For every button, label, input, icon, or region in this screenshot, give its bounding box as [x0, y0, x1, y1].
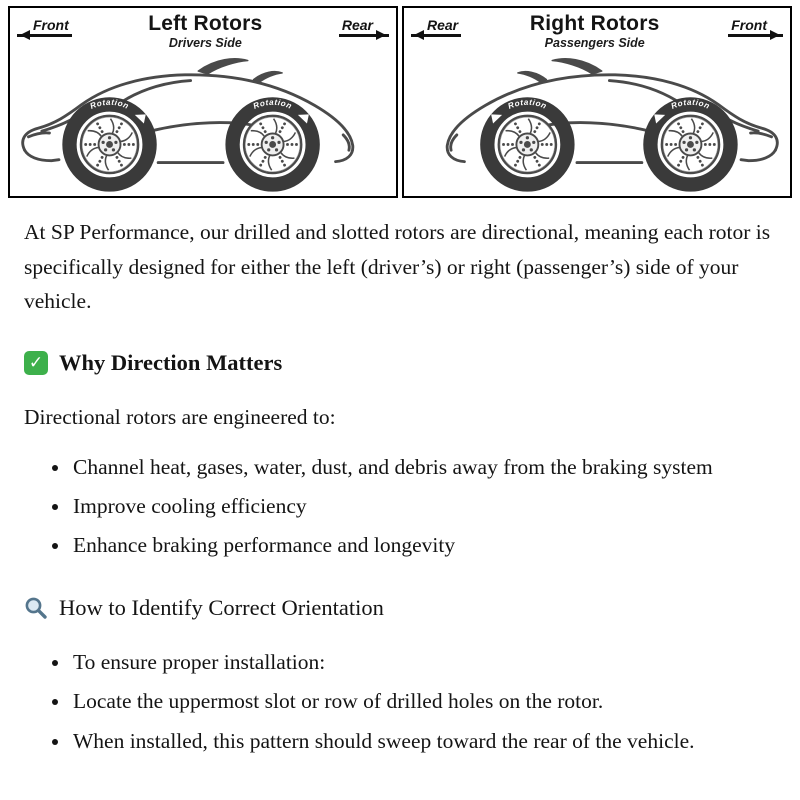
intro-paragraph: At SP Performance, our drilled and slotted rotors are directional, meaning each rotor is specifically designed for either the left (driver’s) or right (passenger’s) side of your vehicle. — [24, 220, 771, 313]
rotor-orientation-diagram — [8, 6, 792, 198]
front-direction-label — [17, 16, 72, 37]
panel-title: Left Rotors — [148, 12, 263, 35]
list-item: • Enhance braking performance and longevity — [71, 528, 772, 562]
front-rotor — [650, 98, 730, 185]
engineered-to-lead: Directional rotors are engineered to: — [24, 405, 336, 430]
rotation-label: Rotation — [251, 97, 294, 111]
right-panel-header — [411, 13, 783, 50]
left-rotors-panel — [8, 6, 398, 198]
direction-label-text: Front — [33, 17, 69, 33]
section-how-to-identify-heading — [24, 590, 772, 626]
section-title: How to Identify Correct Orientation — [59, 594, 384, 620]
front-rotor — [69, 98, 149, 185]
list-item: • Channel heat, gases, water, dust, and debris away from the braking system — [71, 450, 772, 484]
direction-label-text: Rear — [341, 17, 373, 33]
section-why-direction-matters-heading — [24, 345, 772, 381]
right-car-illustration — [411, 51, 783, 194]
arrow-right-icon — [376, 30, 386, 40]
arrow-right-icon — [770, 30, 780, 40]
front-direction-label — [728, 16, 783, 37]
rear-rotor — [233, 98, 313, 185]
how-to-identify-bullet-list — [24, 645, 772, 758]
right-panel-titles — [461, 13, 728, 50]
left-car-illustration — [17, 51, 389, 194]
rotation-label: Rotation — [506, 97, 549, 111]
list-item: • When installed, this pattern should sweep toward the rear of the vehicle. — [71, 724, 772, 758]
arrow-left-icon — [20, 30, 30, 40]
rear-direction-label — [411, 16, 461, 37]
rear-rotor — [487, 98, 567, 185]
direction-label-text: Front — [731, 17, 767, 33]
check-icon: ✓ — [24, 351, 48, 375]
right-rotors-panel — [402, 6, 792, 198]
direction-label-text: Rear — [427, 17, 459, 33]
rotation-label: Rotation — [88, 97, 131, 111]
list-item: • Locate the uppermost slot or row of drilled holes on the rotor. — [71, 684, 772, 718]
list-item: • Improve cooling efficiency — [71, 489, 772, 523]
rotation-label: Rotation — [669, 97, 712, 111]
section-title: Why Direction Matters — [59, 350, 283, 376]
left-panel-header — [17, 13, 389, 50]
why-direction-bullet-list — [24, 450, 772, 563]
left-panel-titles — [72, 13, 339, 50]
article-body — [8, 198, 792, 780]
rear-direction-label — [339, 16, 389, 37]
panel-title: Right Rotors — [529, 12, 660, 35]
list-item: • To ensure proper installation: — [71, 645, 772, 679]
panel-subtitle: Drivers Side — [168, 36, 242, 51]
panel-subtitle: Passengers Side — [544, 36, 645, 51]
magnifier-icon — [24, 596, 48, 620]
arrow-left-icon — [414, 30, 424, 40]
